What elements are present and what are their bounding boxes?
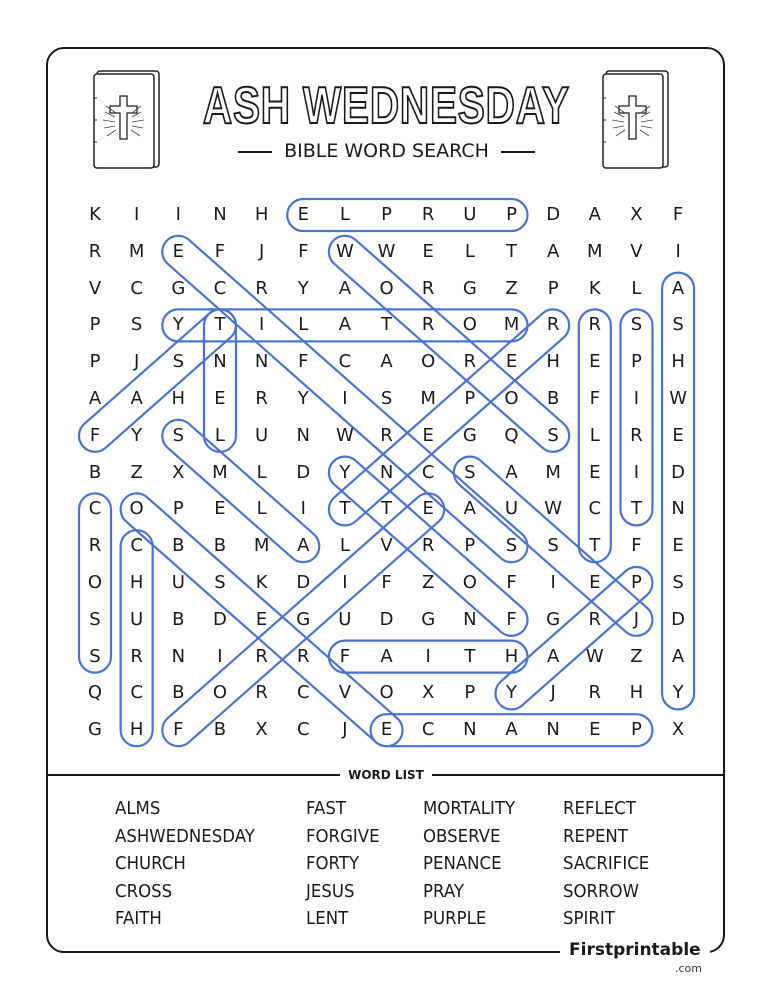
brand-domain: .com — [675, 962, 702, 975]
grid-cell[interactable]: N — [379, 461, 394, 483]
grid-cell[interactable]: W — [335, 424, 354, 446]
grid-cell[interactable]: Z — [130, 461, 143, 483]
grid-cell[interactable]: V — [630, 240, 643, 262]
word-list-heading: WORD LIST — [340, 765, 432, 785]
grid-cell[interactable]: G — [421, 608, 436, 630]
grid-cell[interactable]: U — [255, 424, 269, 446]
grid-cell[interactable]: I — [300, 498, 306, 520]
grid-cell[interactable]: B — [88, 461, 102, 483]
word-list-item: LENT — [306, 908, 349, 929]
grid-cell[interactable]: V — [338, 682, 352, 704]
grid-cell[interactable]: A — [380, 351, 393, 373]
grid-cell[interactable]: U — [504, 498, 519, 520]
grid-cell[interactable]: W — [585, 645, 604, 667]
grid-cell[interactable]: C — [130, 682, 143, 704]
grid-cell[interactable]: X — [255, 719, 268, 741]
grid-cell[interactable]: N — [213, 351, 227, 373]
grid-cell[interactable]: H — [629, 682, 644, 704]
grid-cell[interactable]: L — [339, 535, 350, 557]
grid-cell[interactable]: N — [296, 424, 310, 446]
grid-cell[interactable]: F — [89, 424, 101, 446]
word-list-item: SORROW — [563, 880, 639, 902]
grid-cell[interactable]: M — [128, 240, 145, 262]
grid-cell[interactable]: J — [258, 240, 265, 262]
grid-cell[interactable]: E — [172, 240, 184, 262]
grid-cell[interactable]: B — [172, 682, 185, 704]
grid-cell[interactable]: E — [422, 424, 434, 446]
word-list-item: FORTY — [306, 853, 360, 874]
grid-cell[interactable]: A — [338, 314, 352, 336]
grid-cell[interactable]: H — [671, 351, 685, 373]
grid-cell[interactable]: O — [129, 498, 144, 520]
grid-cell[interactable]: P — [89, 351, 101, 373]
grid-cell[interactable]: H — [171, 388, 186, 409]
grid-cell[interactable]: R — [421, 204, 435, 225]
grid-cell[interactable]: W — [377, 240, 396, 262]
grid-cell[interactable]: P — [631, 572, 642, 593]
grid-cell[interactable]: Y — [131, 424, 143, 446]
grid-cell[interactable]: N — [254, 351, 269, 373]
grid-cell[interactable]: A — [130, 388, 143, 409]
grid-cell[interactable]: H — [254, 204, 269, 225]
grid-cell[interactable]: L — [214, 424, 225, 446]
word-list-item: ASHWEDNESDAY — [115, 825, 255, 847]
grid-cell[interactable]: X — [630, 204, 643, 225]
grid-cell[interactable]: R — [421, 535, 435, 557]
grid-cell[interactable]: K — [588, 277, 601, 299]
grid-cell[interactable]: R — [130, 645, 143, 667]
grid-cell[interactable]: T — [339, 498, 351, 520]
grid-cell[interactable]: J — [133, 351, 140, 373]
grid-cell[interactable]: S — [172, 351, 185, 373]
grid-cell[interactable]: K — [89, 204, 101, 225]
grid-cell[interactable]: O — [212, 682, 228, 704]
grid-cell[interactable]: E — [214, 388, 226, 409]
grid-cell[interactable]: D — [546, 204, 561, 225]
grid-cell[interactable]: P — [631, 351, 642, 373]
word-list-item: REPENT — [563, 825, 628, 847]
grid-cell[interactable]: Y — [297, 388, 309, 409]
grid-cell[interactable]: B — [546, 388, 560, 409]
grid-cell[interactable]: S — [464, 461, 476, 483]
grid-cell[interactable]: S — [630, 314, 643, 336]
grid-cell[interactable]: R — [588, 682, 602, 704]
grid-cell[interactable]: G — [462, 277, 477, 299]
grid-cell[interactable]: Q — [87, 682, 103, 704]
grid-cell[interactable]: R — [255, 388, 268, 409]
grid-cell[interactable]: T — [589, 535, 601, 557]
grid-cell[interactable]: S — [672, 572, 684, 593]
grid-cell[interactable]: G — [462, 424, 477, 446]
grid-cell[interactable]: P — [464, 535, 476, 557]
brand-logo: Firstprintable — [569, 940, 701, 960]
grid-cell[interactable]: Y — [672, 682, 684, 704]
grid-cell[interactable]: N — [213, 204, 227, 225]
grid-cell[interactable]: O — [462, 572, 477, 593]
grid-cell[interactable]: F — [298, 240, 309, 262]
grid-cell[interactable]: C — [296, 719, 310, 741]
grid-cell[interactable]: I — [425, 645, 431, 667]
grid-cell[interactable]: E — [672, 424, 684, 446]
grid-cell[interactable]: O — [87, 572, 103, 593]
grid-cell[interactable]: E — [589, 461, 601, 483]
grid-cell[interactable]: F — [506, 572, 517, 593]
grid-cell[interactable]: J — [342, 719, 348, 741]
grid-cell[interactable]: S — [89, 645, 101, 667]
grid-cell[interactable]: P — [89, 314, 101, 336]
word-list-item: SACRIFICE — [563, 853, 650, 874]
grid-cell[interactable]: A — [546, 240, 560, 262]
grid-cell[interactable]: E — [589, 719, 601, 741]
grid-cell[interactable]: D — [671, 608, 686, 630]
grid-cell[interactable]: R — [88, 240, 102, 262]
grid-cell[interactable]: R — [630, 424, 643, 446]
grid-cell[interactable]: F — [298, 351, 309, 373]
grid-cell[interactable]: Z — [422, 572, 435, 593]
grid-cell[interactable]: G — [296, 608, 311, 630]
grid-cell[interactable]: X — [172, 461, 185, 483]
grid-cell[interactable]: Y — [297, 277, 309, 299]
grid-cell[interactable]: F — [173, 719, 184, 741]
grid-cell[interactable]: N — [671, 498, 685, 520]
grid-cell[interactable]: C — [130, 277, 143, 299]
grid-cell[interactable]: B — [213, 719, 227, 741]
grid-cell[interactable]: J — [550, 682, 556, 704]
grid-cell[interactable]: W — [544, 498, 563, 520]
grid-cell[interactable]: F — [339, 645, 351, 667]
grid-cell[interactable]: E — [380, 719, 393, 741]
grid-cell[interactable]: S — [172, 424, 185, 446]
grid-cell[interactable]: L — [256, 498, 267, 520]
grid-cell[interactable]: Z — [505, 277, 518, 299]
grid-cell[interactable]: M — [503, 314, 520, 336]
grid-cell[interactable]: N — [546, 719, 560, 741]
word-list-item: PURPLE — [423, 908, 487, 929]
grid-cell[interactable]: O — [421, 351, 436, 373]
grid-cell[interactable]: R — [255, 682, 268, 704]
grid-cell[interactable]: H — [129, 572, 144, 593]
grid-cell[interactable]: E — [214, 498, 226, 520]
grid-cell[interactable]: B — [213, 535, 227, 557]
grid-cell[interactable]: K — [255, 572, 268, 593]
grid-cell[interactable]: E — [255, 608, 268, 630]
grid-cell[interactable]: M — [253, 535, 270, 557]
grid-cell[interactable]: D — [296, 461, 311, 483]
grid-cell[interactable]: Z — [630, 645, 643, 667]
grid-cell[interactable]: P — [464, 388, 476, 409]
grid-cell[interactable]: N — [171, 645, 186, 667]
grid-cell[interactable]: Q — [504, 424, 519, 446]
grid-cell[interactable]: C — [213, 277, 227, 299]
grid-cell[interactable]: G — [171, 277, 186, 299]
grid-cell[interactable]: Y — [172, 314, 184, 336]
grid-cell[interactable]: C — [296, 682, 310, 704]
grid-cell[interactable]: O — [504, 388, 519, 409]
grid-cell[interactable]: S — [214, 572, 226, 593]
grid-cell[interactable]: P — [631, 719, 642, 741]
grid-cell[interactable]: E — [422, 240, 434, 262]
grid-cell[interactable]: I — [550, 572, 556, 593]
word-list-item: OBSERVE — [423, 825, 501, 847]
grid-cell[interactable]: Y — [339, 461, 351, 483]
grid-cell[interactable]: X — [671, 719, 685, 741]
grid-cell[interactable]: S — [672, 314, 684, 336]
grid-cell[interactable]: R — [588, 608, 602, 630]
grid-cell[interactable]: D — [379, 608, 394, 630]
grid-cell[interactable]: H — [129, 719, 144, 741]
grid-cell[interactable]: V — [380, 535, 393, 557]
grid-cell[interactable]: F — [672, 204, 684, 225]
word-list-item: PENANCE — [423, 853, 502, 874]
grid-cell[interactable]: F — [631, 535, 642, 557]
page-title: ASH WEDNESDAY — [202, 77, 570, 135]
grid-cell[interactable]: N — [463, 719, 477, 741]
grid-cell[interactable]: L — [256, 461, 267, 483]
grid-cell[interactable]: U — [171, 572, 185, 593]
grid-cell[interactable]: S — [380, 388, 393, 409]
word-list-item: CROSS — [115, 880, 173, 902]
grid-cell[interactable]: I — [175, 204, 181, 225]
grid-cell[interactable]: A — [505, 719, 518, 741]
grid-cell[interactable]: C — [421, 461, 435, 483]
word-list-item: JESUS — [306, 880, 355, 902]
grid-cell[interactable]: I — [133, 204, 140, 225]
grid-cell[interactable]: U — [338, 608, 352, 630]
grid-cell[interactable]: P — [506, 204, 517, 225]
grid-cell[interactable]: M — [420, 388, 436, 409]
grid-cell[interactable]: I — [342, 388, 348, 409]
grid-cell[interactable]: A — [505, 461, 518, 483]
grid-cell[interactable]: P — [547, 277, 559, 299]
grid-cell[interactable]: E — [297, 204, 309, 225]
word-list-item: ALMS — [115, 798, 161, 819]
grid-cell[interactable]: L — [339, 204, 350, 225]
grid-cell[interactable]: O — [462, 314, 477, 336]
grid-cell[interactable]: F — [214, 240, 226, 262]
grid-cell[interactable]: S — [130, 314, 143, 336]
word-list-item: REFLECT — [563, 798, 636, 819]
grid-cell[interactable]: F — [381, 572, 392, 593]
grid-cell[interactable]: X — [422, 682, 435, 704]
grid-cell[interactable]: G — [546, 608, 561, 630]
grid-cell[interactable]: L — [589, 424, 600, 446]
grid-cell[interactable]: L — [464, 240, 475, 262]
grid-cell[interactable]: I — [675, 240, 681, 262]
grid-cell[interactable]: Y — [506, 682, 517, 704]
grid-cell[interactable]: A — [671, 277, 685, 299]
grid-cell[interactable]: O — [379, 277, 394, 299]
grid-cell[interactable]: R — [546, 314, 560, 336]
grid-cell[interactable]: S — [505, 535, 518, 557]
grid-cell[interactable]: I — [633, 461, 640, 483]
grid-cell[interactable]: T — [464, 645, 476, 667]
grid-cell[interactable]: N — [463, 608, 477, 630]
grid-cell[interactable]: P — [172, 498, 184, 520]
grid-cell[interactable]: T — [630, 498, 642, 520]
word-list-item: FAITH — [115, 908, 162, 929]
grid-cell[interactable]: A — [297, 535, 310, 557]
grid-cell[interactable]: R — [463, 351, 477, 373]
grid-cell[interactable]: G — [88, 719, 102, 741]
grid-cell[interactable]: T — [381, 498, 393, 520]
grid-cell[interactable]: S — [547, 535, 559, 557]
subtitle-text: BIBLE WORD SEARCH — [284, 140, 489, 162]
grid-cell[interactable]: E — [505, 351, 518, 373]
grid-cell[interactable]: I — [258, 314, 265, 336]
grid-cell[interactable]: V — [88, 277, 102, 299]
grid-cell[interactable]: P — [381, 204, 392, 225]
grid-cell[interactable]: L — [631, 277, 642, 299]
grid-cell[interactable]: H — [546, 351, 560, 373]
grid-cell[interactable]: A — [338, 277, 352, 299]
grid-cell[interactable]: E — [422, 498, 434, 520]
grid-cell[interactable]: R — [255, 277, 268, 299]
grid-cell[interactable]: H — [504, 645, 519, 667]
grid-cell[interactable]: M — [587, 240, 603, 262]
grid-cell[interactable]: A — [671, 645, 685, 667]
grid-cell[interactable]: F — [506, 608, 517, 630]
word-list-item: CHURCH — [115, 853, 186, 874]
grid-cell[interactable]: T — [381, 314, 393, 336]
grid-cell[interactable]: C — [588, 498, 602, 520]
grid-cell[interactable]: W — [335, 240, 354, 262]
found-word-church — [121, 530, 153, 746]
grid-cell[interactable]: D — [213, 608, 227, 630]
grid-cell[interactable]: T — [506, 240, 517, 262]
found-word-purple — [287, 199, 527, 231]
word-list-item: FORGIVE — [306, 825, 380, 847]
grid-cell[interactable]: B — [172, 608, 185, 630]
grid-cell[interactable]: C — [421, 719, 435, 741]
grid-cell[interactable]: E — [672, 535, 684, 557]
grid-cell[interactable]: U — [130, 608, 144, 630]
word-list-item: PRAY — [423, 880, 464, 902]
grid-cell[interactable]: R — [296, 645, 310, 667]
grid-cell[interactable]: B — [172, 535, 185, 557]
grid-cell[interactable]: S — [547, 424, 559, 446]
grid-cell[interactable]: O — [379, 682, 394, 704]
grid-cell[interactable]: J — [633, 608, 640, 630]
grid-cell[interactable]: E — [589, 572, 601, 593]
grid-cell[interactable]: A — [88, 388, 102, 409]
grid-cell[interactable]: M — [545, 461, 561, 483]
grid-cell[interactable]: A — [380, 645, 393, 667]
grid-cell[interactable]: U — [463, 204, 477, 225]
word-list-item: FAST — [306, 798, 346, 819]
grid-cell[interactable]: I — [633, 388, 640, 409]
grid-cell[interactable]: F — [589, 388, 600, 409]
found-word-spirit — [620, 309, 652, 525]
grid-cell[interactable]: A — [588, 204, 601, 225]
word-list-item: SPIRIT — [563, 908, 615, 929]
grid-cell[interactable]: R — [255, 645, 268, 667]
grid-cell[interactable]: C — [338, 351, 352, 373]
grid-cell[interactable]: R — [88, 535, 102, 557]
grid-cell[interactable]: R — [588, 314, 602, 336]
grid-cell[interactable]: D — [296, 572, 311, 593]
grid-cell[interactable]: A — [546, 645, 560, 667]
grid-cell[interactable]: C — [130, 535, 143, 557]
grid-cell[interactable]: M — [212, 461, 228, 483]
grid-cell[interactable]: P — [464, 682, 476, 704]
word-list-item: MORTALITY — [423, 798, 516, 819]
grid-cell[interactable]: I — [217, 645, 223, 667]
grid-cell[interactable]: A — [463, 498, 476, 520]
grid-cell[interactable]: I — [342, 572, 348, 593]
grid-cell[interactable]: D — [671, 461, 686, 483]
grid-cell[interactable]: E — [589, 351, 601, 373]
grid-cell[interactable]: R — [421, 277, 435, 299]
grid-cell[interactable]: R — [421, 314, 435, 336]
grid-cell[interactable]: T — [214, 314, 226, 336]
grid-cell[interactable]: R — [380, 424, 393, 446]
grid-cell[interactable]: W — [669, 388, 687, 409]
grid-cell[interactable]: L — [298, 314, 309, 336]
grid-cell[interactable]: C — [88, 498, 102, 520]
grid-cell[interactable]: S — [89, 608, 101, 630]
